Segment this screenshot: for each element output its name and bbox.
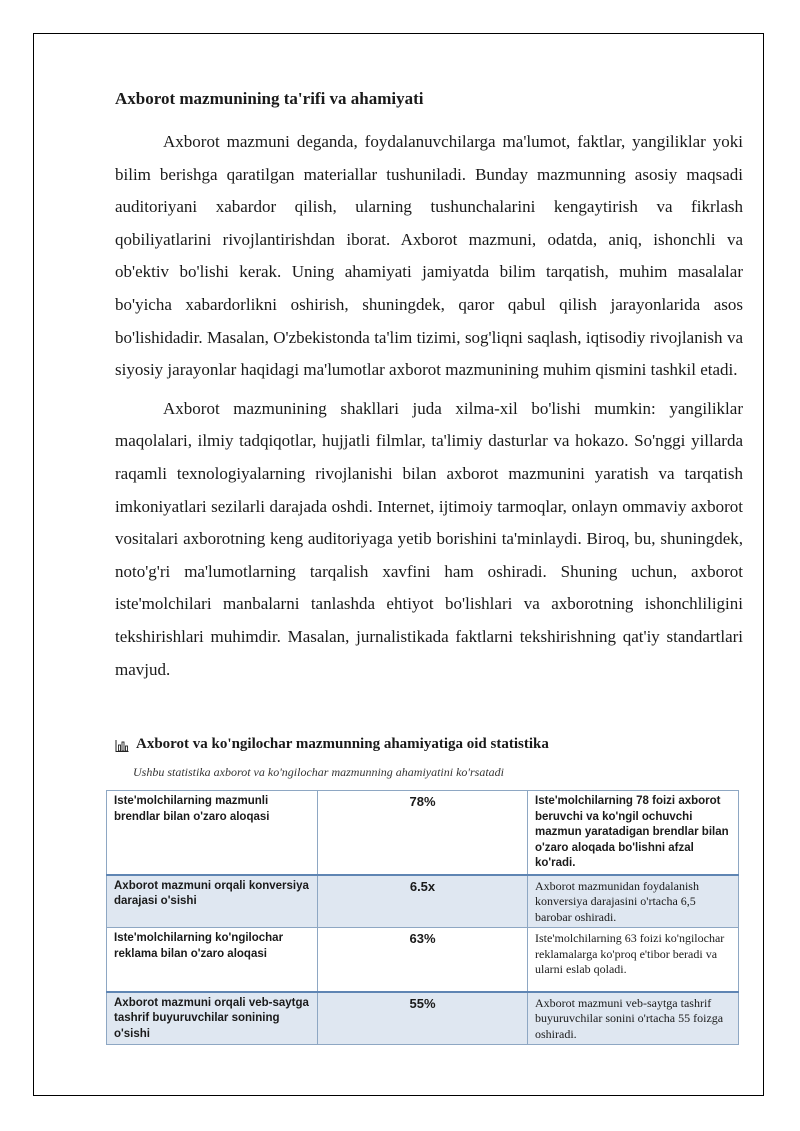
- table-row: [107, 992, 739, 1045]
- statistics-heading: [115, 736, 743, 753]
- description-cell: Axborot mazmuni veb-saytga tashrif buyuruvchilar sonini o'rtacha 55 foizga oshiradi.: [528, 992, 739, 1045]
- paragraph-2: Axborot mazmunining shakllari juda xilma-xil bo'lishi mumkin: yangiliklar maqolalari, ilmiy tadqiqotlar, hujjatli filmlar, ta'limiy dasturlar va hokazo. So'nggi yillarda raqamli texnologiyalarning rivojlanishi bilan axborot mazmunini yaratish va tarqatish imkoniyatlari sezilarli darajada oshdi. Internet, ijtimoiy tarmoqlar, onlayn ommaviy axborot vositalari axborotning keng auditoriyaga yetib borishini ta'minlaydi. Biroq, bu, shuningdek, noto'g'ri ma'lumotlarning tarqalish xavfini ham oshiradi. Shuning uchun, axborot iste'molchilari manbalarni tanlashda ehtiyot bo'lishlari va axborotning ishonchliligini tekshirishlari muhimdir. Masalan, jurnalistikada faktlarni tekshirishning qat'iy standartlari mavjud.: [115, 398, 743, 679]
- value-cell: 78%: [318, 791, 528, 875]
- value-cell: 55%: [318, 992, 528, 1045]
- statistics-subtitle: Ushbu statistika axborot va ko'ngilochar mazmunning ahamiyatini ko'rsatadi: [133, 765, 505, 779]
- statistics-heading-text: Axborot va ko'ngilochar mazmunning ahamiyatiga oid statistika: [136, 736, 549, 752]
- metric-cell: Axborot mazmuni orqali veb-saytga tashrif buyuruvchilar sonining o'sishi: [107, 992, 318, 1045]
- bar-chart-icon: [115, 740, 129, 752]
- description-cell: Iste'molchilarning 78 foizi axborot beruvchi va ko'ngil ochuvchi mazmun yaratadigan brendlar bilan o'zaro aloqada bo'lishni afzal ko'radi.: [528, 791, 739, 875]
- metric-cell: Axborot mazmuni orqali konversiya darajasi o'sishi: [107, 875, 318, 928]
- value-cell: 6.5x: [318, 875, 528, 928]
- table-row: [107, 875, 739, 928]
- description-cell: Axborot mazmunidan foydalanish konversiya darajasini o'rtacha 6,5 barobar oshiradi.: [528, 875, 739, 928]
- table-row: [107, 928, 739, 992]
- metric-cell: Iste'molchilarning mazmunli brendlar bilan o'zaro aloqasi: [107, 791, 318, 875]
- section-title: Axborot mazmunining ta'rifi va ahamiyati: [115, 89, 424, 108]
- description-cell: Iste'molchilarning 63 foizi ko'ngilochar reklamalarga ko'proq e'tibor beradi va ularni eslab qoladi.: [528, 928, 739, 992]
- document-body: [115, 84, 743, 692]
- paragraph-1: Axborot mazmuni deganda, foydalanuvchilarga ma'lumot, faktlar, yangiliklar yoki bilim berishga qaratilgan materiallar tushuniladi. Bunday mazmunning asosiy maqsadi auditoriyani xabardor qilish, ularning tushunchalarini kengaytirish va fikrlash qobiliyatlarini rivojlantirishdan iborat. Axborot mazmuni, odatda, aniq, ishonchli va ob'ektiv bo'lishi kerak. Uning ahamiyati jamiyatda bilim tarqatish, muhim masalalar bo'yicha xabardorlikni oshirish, shuningdek, qaror qabul qilish jarayonlarida asos bo'lishidadir. Masalan, O'zbekistonda ta'lim tizimi, sog'liqni saqlash, iqtisodiy rivojlanish va siyosiy jarayonlar haqidagi ma'lumotlar axborot mazmunining muhim qismini tashkil etadi.: [115, 132, 743, 380]
- value-cell: 63%: [318, 928, 528, 992]
- statistics-table: [106, 790, 739, 1045]
- table-row: [107, 791, 739, 875]
- metric-cell: Iste'molchilarning ko'ngilochar reklama bilan o'zaro aloqasi: [107, 928, 318, 992]
